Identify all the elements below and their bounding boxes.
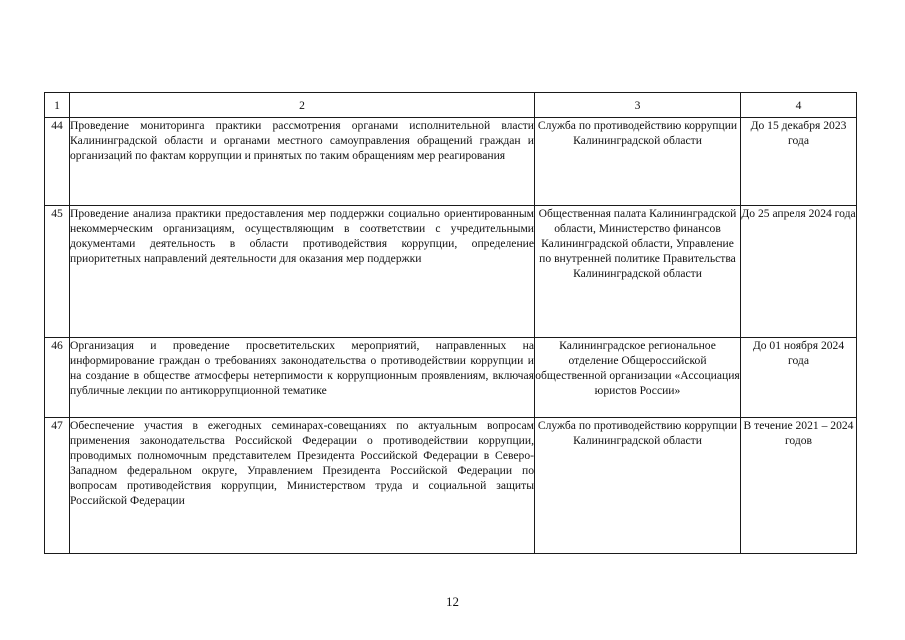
header-row (45, 93, 857, 118)
responsible-executor: Служба по противодействию коррупции Калининградской области (535, 418, 741, 554)
table-row (45, 338, 857, 418)
deadline: До 25 апреля 2024 года (741, 206, 857, 338)
responsible-executor: Служба по противодействию коррупции Калининградской области (535, 118, 741, 206)
row-number: 47 (45, 418, 70, 554)
measure-description: Организация и проведение просветительских мероприятий, направленных на информирование граждан о требованиях законодательства о противодействии коррупции и на создание в обществе атмосферы нетерпимости к коррупционным проявлениям, включая публичные лекции по антикоррупционной тематике (70, 338, 535, 418)
header-col-2: 2 (70, 93, 535, 118)
header-col-1: 1 (45, 93, 70, 118)
responsible-executor: Калининградское региональное отделение Общероссийской общественной организации «Ассоциация юристов России» (535, 338, 741, 418)
measure-description: Обеспечение участия в ежегодных семинарах-совещаниях по актуальным вопросам применения законодательства Российской Федерации о противодействии коррупции, проводимых полномочным представителем Президента Российской Федерации в Северо-Западном федеральном округе, Управлением Президента Российской Федерации по вопросам противодействия коррупции, Министерством труда и социальной защиты Российской Федерации (70, 418, 535, 554)
page-number: 12 (446, 594, 459, 609)
deadline: В течение 2021 – 2024 годов (741, 418, 857, 554)
header-col-3: 3 (535, 93, 741, 118)
row-number: 46 (45, 338, 70, 418)
deadline: До 01 ноября 2024 года (741, 338, 857, 418)
responsible-executor: Общественная палата Калининградской области, Министерство финансов Калининградской области, Управление по внутренней политике Правительства Калининградской области (535, 206, 741, 338)
deadline: До 15 декабря 2023 года (741, 118, 857, 206)
row-number: 44 (45, 118, 70, 206)
measure-description: Проведение мониторинга практики рассмотрения органами исполнительной власти Калининградской области и органами местного самоуправления обращений граждан и организаций по фактам коррупции и принятых по таким обращениям мер реагирования (70, 118, 535, 206)
measure-description: Проведение анализа практики предоставления мер поддержки социально ориентированным некоммерческим организациям, осуществляющим в соответствии с учредительными документами деятельность в области противодействия коррупции, определение приоритетных направлений деятельности для оказания мер поддержки (70, 206, 535, 338)
row-number: 45 (45, 206, 70, 338)
table-row (45, 418, 857, 554)
header-col-4: 4 (741, 93, 857, 118)
measures-table (44, 92, 857, 554)
table-row (45, 118, 857, 206)
table-row (45, 206, 857, 338)
